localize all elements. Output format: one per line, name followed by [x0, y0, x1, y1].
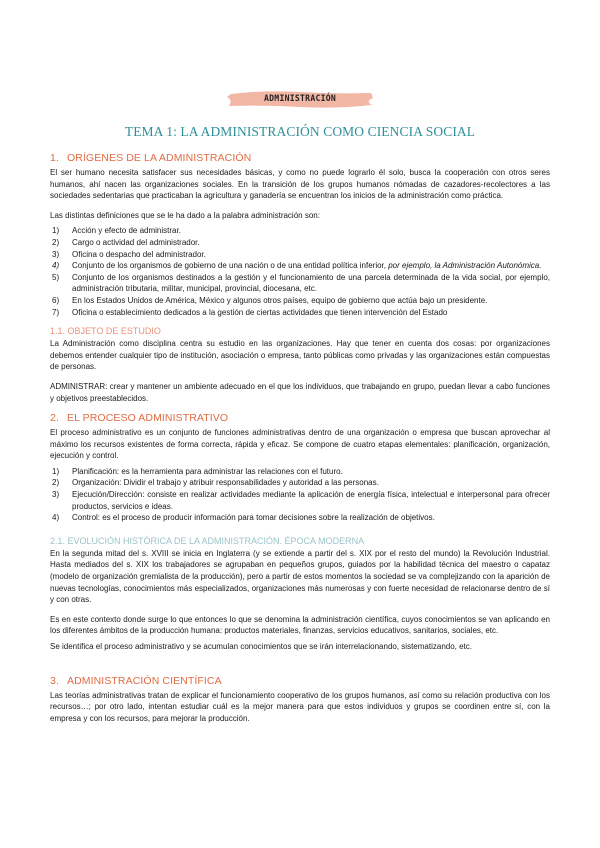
section-1-paragraph-1: El ser humano necesita satisfacer sus necesidades básicas, y como no puede lograrlo él solo, busca la cooperación con otros seres humanos, ahí nacen las organizaciones sociales. En la transición de los grupos humanos nómadas de cazadores-recolectores a las sociedades sedentarias que practicaban la agricultura y ganadería se encuentran los inicios de la administración como práctica.	[50, 168, 550, 201]
page-title: TEMA 1: LA ADMINISTRACIÓN COMO CIENCIA SOCIAL	[124, 124, 476, 139]
section-1-1-heading: 1.1. OBJETO DE ESTUDIO	[50, 326, 161, 337]
section-3-number: 3.	[50, 674, 59, 687]
list-item: 6) En los Estados Unidos de América, México y algunos otros países, equipo de gobierno que actúa bajo un presidente.	[52, 295, 488, 305]
section-2-1-paragraph-3: Se identifica el proceso administrativo y se acumulan conocimientos que se irán interrelacionando, sistematizando, etc.	[50, 642, 472, 651]
section-1-heading	[50, 152, 550, 164]
definitions-list	[50, 225, 550, 318]
list-item: 4) Control: es el proceso de producir información para tomar decisiones sobre la realización de objetivos.	[52, 513, 435, 523]
list-item: 3) Oficina o despacho del administrador.	[52, 249, 206, 259]
section-3-heading	[50, 675, 550, 687]
list-item: 2) Cargo o actividad del administrador.	[52, 237, 200, 247]
process-stages-list	[50, 466, 550, 524]
list-item: 7) Oficina o establecimiento dedicados a la gestión de ciertas actividades que tienen intervención del Estado	[52, 307, 448, 317]
banner-brush	[225, 88, 375, 110]
section-1-1-paragraph-1: La Administración como disciplina centra su estudio en las organizaciones. Hay que tener en cuenta dos cosas: por organizaciones debemos entender cualquier tipo de institución, asociación o empresa, tanto públicas como privadas y las organizaciones están compuestas de personas.	[50, 339, 550, 372]
section-1-number: 1.	[50, 152, 59, 164]
list-item: 1) Acción y efecto de administrar.	[52, 226, 181, 236]
section-3-paragraph-1: Las teorías administrativas tratan de explicar el funcionamiento cooperativo de los grupos humanos, así como su relación productiva con los recursos…; por otro lado, intentan estudiar cuál es la mejor manera para que estos individuos y grupos se coordinen entre sí, con la empresa y con los recursos, para mejorar la producción.	[50, 690, 550, 723]
list-item-example: por ejemplo, la Administración Autonómica.	[388, 261, 542, 271]
list-item: 2) Organización: Dividir el trabajo y atribuir responsabilidades y autoridad a las personas.	[52, 478, 379, 488]
section-2-1-paragraph-2: Es en este contexto donde surge lo que entonces lo que se denomina la administración científica, cuyos conocimientos se van aplicando en los diferentes ámbitos de la producción humana: productos materiales, finanzas, servicios educativos, sanitarios, sociales, etc.	[50, 614, 550, 636]
section-3-title: ADMINISTRACIÓN CIENTÍFICA	[66, 674, 222, 687]
section-2-1-heading: 2.1. EVOLUCIÓN HISTÓRICA DE LA ADMINISTRACIÓN. ÉPOCA MODERNA	[50, 535, 365, 546]
banner-wrap	[50, 88, 550, 110]
list-item: 3) Ejecución/Dirección: consiste en realizar actividades mediante la aplicación de energía física, intelectual e interpersonal para ofrecer productos, servicios e ideas.	[52, 490, 550, 511]
section-2-number: 2.	[50, 412, 59, 425]
section-1-paragraph-2: Las distintas definiciones que se le ha dado a la palabra administración son:	[50, 210, 320, 220]
section-1-title: ORÍGENES DE LA ADMINISTRACIÓN	[66, 152, 252, 164]
section-1-1-paragraph-2: ADMINISTRAR: crear y mantener un ambiente adecuado en el que los individuos, que trabajando en grupo, puedan llevar a cabo funciones y objetivos preestablecidos.	[50, 381, 550, 403]
list-item: 1) Planificación: es la herramienta para administrar las relaciones con el futuro.	[52, 466, 343, 476]
section-2-paragraph-1: El proceso administrativo es un conjunto de funciones administrativas dentro de una organización o empresa que buscan aprovechar al máximo los recursos existentes de forma correcta, rápida y eficaz. Se compone de cuatro etapas elementales: planificación, organización, ejecución y control.	[50, 428, 550, 461]
list-item: 5) Conjunto de los organismos destinados a la gestión y el funcionamiento de una parcela determinada de la vida social, por ejemplo, administración tributaria, militar, municipal, provincial, diocesana, etc.	[52, 272, 550, 294]
banner-label: ADMINISTRACIÓN	[263, 94, 337, 104]
section-2-heading	[50, 412, 550, 424]
list-item: 4) Conjunto de los organismos de gobierno de una nación o de una entidad política inferior, por ejemplo, la Administración Autonómica.	[52, 261, 542, 271]
section-2-1-paragraph-1: En la segunda mitad del s. XVIII se inicia en Inglaterra (y se extiende a partir del s. XIX por el resto del mundo) la Revolución Industrial. Hasta mediados del s. XIX los trabajadores se agrupaban en pequeños grupos, guiados por la habilidad técnica del maestro o capataz (modelo de organización gremialista de la producción), pero a partir de estos momentos la sociedad se va complejizando con la aparición de nuevas tecnologías, conocimientos más especializados, organizaciones más numerosas y con fuerte necesidad de relacionarse dentro de sí y con otras.	[50, 548, 550, 605]
section-2-title: EL PROCESO ADMINISTRATIVO	[66, 412, 229, 425]
